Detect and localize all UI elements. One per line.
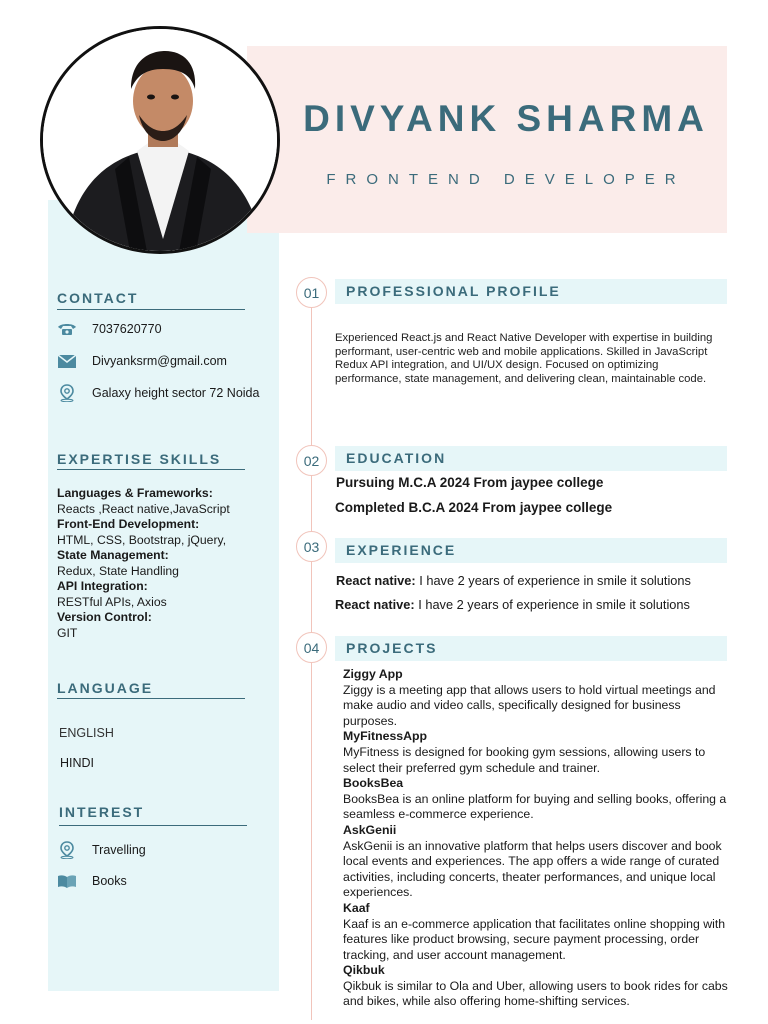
location-pin-icon	[56, 385, 78, 401]
language-divider	[57, 698, 245, 699]
contact-heading: CONTACT	[57, 290, 139, 306]
skill-label: State Management:	[57, 548, 169, 562]
project-description: MyFitness is designed for booking gym sessions, allowing users to select their preferred gym schedule and trainer.	[343, 744, 706, 775]
phone-icon	[56, 321, 78, 337]
project-name: MyFitnessApp	[343, 729, 428, 744]
project-name: BooksBea	[343, 776, 404, 791]
skill-value: Reacts ,React native,JavaScript	[57, 501, 230, 516]
project-name: Ziggy App	[343, 667, 403, 681]
location-pin-icon	[56, 842, 78, 858]
skills-heading: EXPERTISE SKILLS	[57, 451, 222, 467]
skill-value: GIT	[57, 625, 78, 640]
contact-phone	[56, 319, 162, 339]
project-name: AskGenii	[343, 822, 397, 837]
skill-label: Version Control:	[57, 610, 152, 624]
profile-summary: Experienced React.js and React Native Developer with expertise in building performant, user-centric web and mobile applications. Skilled in JavaScript Redux API integration, and UI/UX design. Focused on optimizing performance, state management, and delivering clean, maintainable code.	[335, 332, 713, 385]
email-address[interactable]: Divyanksrm@gmail.com	[92, 354, 227, 368]
skill-value: RESTful APIs, Axios	[57, 594, 167, 609]
project-description: Ziggy is a meeting app that allows users to hold virtual meetings and make audio and video calls, specifically designed for business purposes.	[343, 682, 716, 728]
experience-heading-band	[335, 538, 727, 563]
language-heading: LANGUAGE	[57, 680, 154, 696]
project-description: Kaaf is an e-commerce application that facilitates online shopping with features like product browsing, secure payment processing, order tracking, and user account management.	[343, 916, 726, 962]
profile-heading-band	[335, 279, 727, 304]
section-number-profile: 01	[296, 277, 327, 308]
project-description: BooksBea is an online platform for buying and selling books, offering a seamless e-commerce experience.	[343, 791, 727, 822]
experience-text: I have 2 years of experience in smile it solutions	[415, 573, 691, 588]
experience-heading: EXPERIENCE	[346, 542, 457, 558]
language-item-hindi: HINDI	[60, 756, 95, 770]
profile-photo	[40, 26, 280, 254]
contact-divider	[57, 309, 245, 310]
book-icon	[56, 873, 78, 889]
experience-role: React native:	[335, 597, 415, 612]
section-number-experience: 03	[296, 531, 327, 562]
interest-label: Travelling	[92, 843, 146, 857]
skill-value: Redux, State Handling	[57, 563, 179, 578]
mail-icon	[56, 353, 78, 369]
language-item-english: ENGLISH	[59, 726, 114, 740]
skills-divider	[57, 469, 245, 470]
education-heading-band	[335, 446, 727, 471]
skills-list	[57, 486, 272, 641]
project-description: AskGenii is an innovative platform that helps users discover and book local events and experiences. The app offers a wide range of curated activities, including concerts, theater performances, and unique local experiences.	[343, 838, 722, 900]
address-text: Galaxy height sector 72 Noida	[92, 386, 260, 400]
person-name: DIVYANK SHARMA	[303, 98, 709, 139]
project-description: Qikbuk is similar to Ola and Uber, allowing users to book rides for cabs and bikes, while also offering home-shifting services.	[343, 978, 728, 1009]
experience-text: I have 2 years of experience in smile it solutions	[414, 597, 690, 612]
interest-heading: INTEREST	[59, 804, 145, 820]
projects-list	[343, 667, 735, 1010]
job-title: FRONTEND DEVELOPER	[326, 171, 686, 188]
skill-label: Languages & Frameworks:	[57, 486, 213, 500]
project-name: Qikbuk	[343, 963, 385, 978]
interest-label: Books	[92, 874, 127, 888]
profile-heading: PROFESSIONAL PROFILE	[346, 283, 561, 299]
interest-travelling	[56, 840, 146, 860]
education-heading: EDUCATION	[346, 450, 447, 466]
section-number-projects: 04	[296, 632, 327, 663]
education-item: Completed B.C.A 2024 From jaypee college	[335, 500, 613, 515]
section-number-education: 02	[296, 445, 327, 476]
interest-books	[56, 871, 127, 891]
experience-item	[335, 597, 690, 612]
skill-label: Front-End Development:	[57, 517, 200, 531]
interest-divider	[59, 825, 247, 826]
experience-item	[336, 573, 691, 588]
projects-heading-band	[335, 636, 727, 661]
contact-address	[56, 383, 259, 403]
projects-heading: PROJECTS	[346, 640, 438, 656]
education-item: Pursuing M.C.A 2024 From jaypee college	[336, 475, 604, 490]
project-name: Kaaf	[343, 900, 370, 915]
skill-value: HTML, CSS, Bootstrap, jQuery,	[57, 532, 227, 547]
experience-role: React native:	[336, 573, 416, 588]
phone-number[interactable]: 7037620770	[92, 322, 162, 336]
contact-email	[56, 351, 227, 371]
skill-label: API Integration:	[57, 579, 148, 593]
